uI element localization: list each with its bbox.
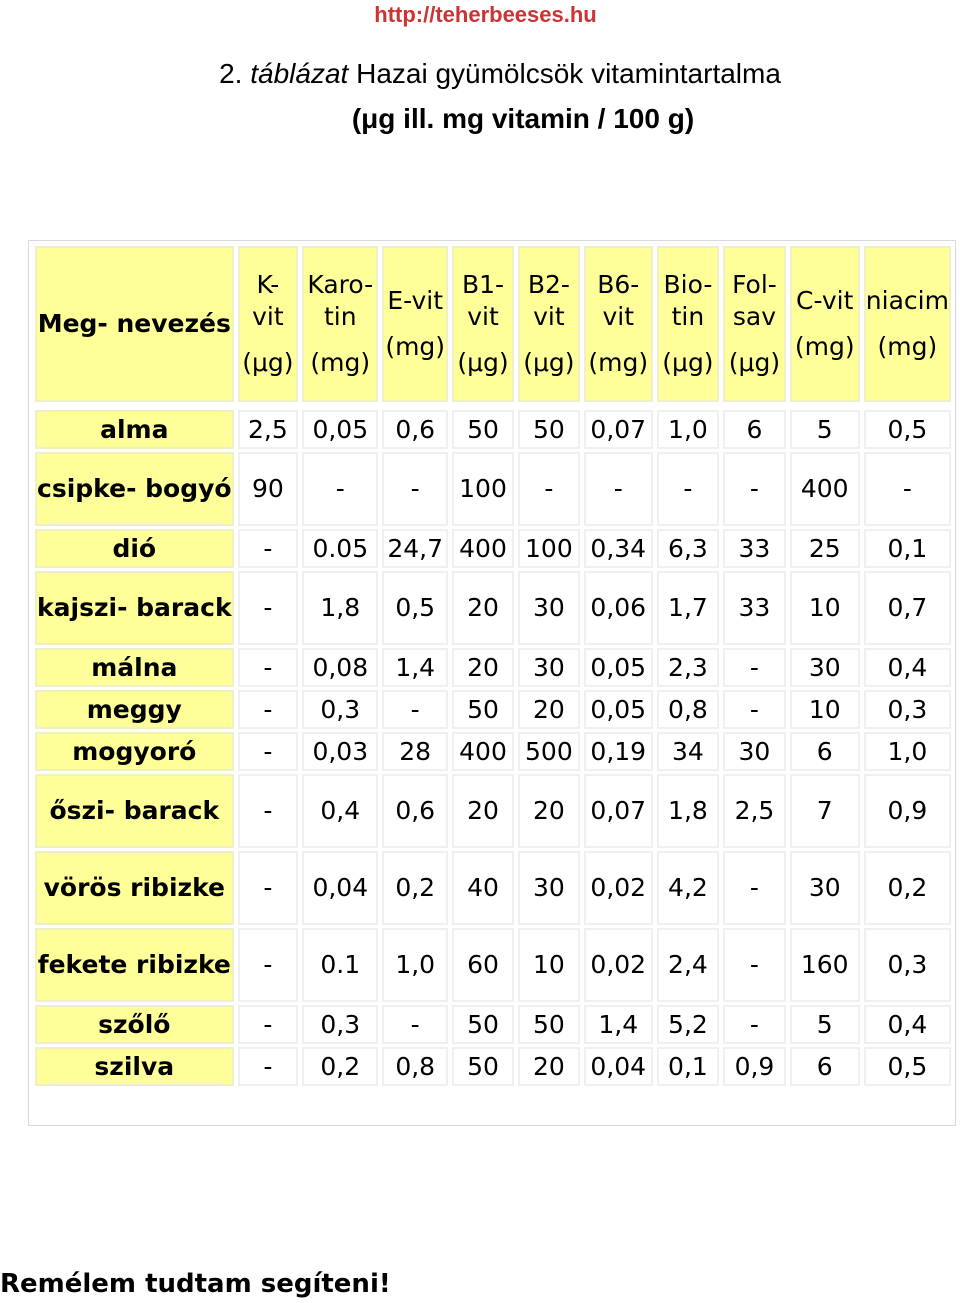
column-header-label: Bio- tin <box>663 270 713 331</box>
table-cell: 100 <box>518 529 580 568</box>
table-cell: 50 <box>518 410 580 449</box>
table-cell: 30 <box>790 851 860 925</box>
row-name: alma <box>35 410 234 449</box>
table-cell: 0,3 <box>302 1005 378 1044</box>
row-name: málna <box>35 648 234 687</box>
column-header-unit: (μg) <box>242 348 294 377</box>
table-cell: 0,3 <box>864 690 951 729</box>
table-cell: 2,3 <box>657 648 720 687</box>
table-cell: - <box>382 690 448 729</box>
table-cell: 0,05 <box>302 410 378 449</box>
table-cell: - <box>238 690 299 729</box>
title-number: 2. <box>219 58 243 89</box>
table-title <box>0 56 960 92</box>
table-cell: 0,34 <box>584 529 653 568</box>
header-row <box>35 246 951 402</box>
table-cell: 1,4 <box>382 648 448 687</box>
table-cell: - <box>238 529 299 568</box>
table-cell: 0,3 <box>302 690 378 729</box>
table-cell: 0,02 <box>584 851 653 925</box>
column-header <box>864 246 951 402</box>
table-body <box>35 246 951 1086</box>
table-cell: 30 <box>723 732 786 771</box>
table-cell: - <box>723 851 786 925</box>
table-cell: - <box>238 648 299 687</box>
table-row <box>35 732 951 771</box>
table-cell: 2,5 <box>238 410 299 449</box>
row-name: őszi- barack <box>35 774 234 848</box>
column-header-unit: (μg) <box>457 348 509 377</box>
column-header-label: B1- vit <box>461 270 505 331</box>
column-header-label: Fol- sav <box>732 270 777 331</box>
column-header-unit: (μg) <box>523 348 575 377</box>
table-cell: - <box>723 648 786 687</box>
column-header-label: Karo- tin <box>307 270 374 331</box>
table-cell: 6,3 <box>657 529 720 568</box>
table-cell: 50 <box>452 410 514 449</box>
table-cell: 50 <box>452 690 514 729</box>
table-cell: 2,4 <box>657 928 720 1002</box>
table-cell: - <box>723 690 786 729</box>
column-header-unit: (mg) <box>310 348 371 377</box>
table-cell: 30 <box>518 851 580 925</box>
table-cell: - <box>238 774 299 848</box>
table-cell: 0,4 <box>864 648 951 687</box>
table-cell: 50 <box>518 1005 580 1044</box>
column-header-unit: (μg) <box>662 348 714 377</box>
table-cell: - <box>238 1047 299 1086</box>
table-row <box>35 1005 951 1044</box>
table-cell: 0,04 <box>584 1047 653 1086</box>
column-header <box>584 246 653 402</box>
column-header-label: B2- vit <box>527 270 570 331</box>
table-cell: - <box>382 1005 448 1044</box>
table-cell: - <box>584 452 653 526</box>
table-cell: 0,4 <box>864 1005 951 1044</box>
table-row <box>35 928 951 1002</box>
table-cell: 90 <box>238 452 299 526</box>
table-cell: 0,1 <box>657 1047 720 1086</box>
table-cell: 6 <box>790 1047 860 1086</box>
table-subtitle: (μg ill. mg vitamin / 100 g) <box>351 103 695 134</box>
column-header-label: niacim <box>865 286 949 315</box>
table-cell: - <box>238 851 299 925</box>
table-cell: 1,0 <box>864 732 951 771</box>
column-header <box>790 246 860 402</box>
table-cell: 5 <box>790 1005 860 1044</box>
table-cell: 0,03 <box>302 732 378 771</box>
table-cell: 34 <box>657 732 720 771</box>
column-header <box>723 246 786 402</box>
table-cell: - <box>238 571 299 645</box>
column-header <box>302 246 378 402</box>
table-cell: 0,6 <box>382 410 448 449</box>
table-cell: 0,9 <box>723 1047 786 1086</box>
table-cell: 50 <box>452 1005 514 1044</box>
table-row <box>35 571 951 645</box>
row-name: vörös ribizke <box>35 851 234 925</box>
table-cell: 400 <box>452 732 514 771</box>
table-cell: 0,1 <box>864 529 951 568</box>
table-cell: 10 <box>518 928 580 1002</box>
table-cell: - <box>864 452 951 526</box>
table-cell: 2,5 <box>723 774 786 848</box>
column-header-label: E-vit <box>387 286 444 315</box>
row-name: kajszi- barack <box>35 571 234 645</box>
table-cell: 1,7 <box>657 571 720 645</box>
column-header-label: C-vit <box>796 286 854 315</box>
column-header <box>657 246 720 402</box>
column-header <box>238 246 299 402</box>
table-cell: 0,7 <box>864 571 951 645</box>
table-row <box>35 452 951 526</box>
table-cell: 0,5 <box>864 410 951 449</box>
table-cell: 5,2 <box>657 1005 720 1044</box>
column-header <box>518 246 580 402</box>
column-header-name: Meg- nevezés <box>35 246 234 402</box>
row-name: szilva <box>35 1047 234 1086</box>
table-cell: - <box>382 452 448 526</box>
table-cell: - <box>723 1005 786 1044</box>
table-cell: 20 <box>518 690 580 729</box>
table-cell: 0,02 <box>584 928 653 1002</box>
table-cell: 0,07 <box>584 774 653 848</box>
table-row <box>35 1047 951 1086</box>
table-cell: 1,8 <box>657 774 720 848</box>
closing-message: Remélem tudtam segíteni! <box>0 1269 391 1299</box>
table-cell: 500 <box>518 732 580 771</box>
table-row <box>35 774 951 848</box>
table-cell: 1,8 <box>302 571 378 645</box>
table-cell: - <box>723 452 786 526</box>
row-name: dió <box>35 529 234 568</box>
table-cell: 0,8 <box>657 690 720 729</box>
table-row <box>35 410 951 449</box>
table-cell: - <box>302 452 378 526</box>
table-cell: 0,05 <box>584 648 653 687</box>
table-cell: 20 <box>518 1047 580 1086</box>
table-cell: 5 <box>790 410 860 449</box>
column-header <box>382 246 448 402</box>
row-name: meggy <box>35 690 234 729</box>
column-header-unit: (mg) <box>794 332 855 361</box>
table-cell: 20 <box>452 571 514 645</box>
table-cell: 30 <box>518 648 580 687</box>
table-cell: 1,0 <box>382 928 448 1002</box>
table-cell: 0.05 <box>302 529 378 568</box>
table-cell: 6 <box>723 410 786 449</box>
table-cell: 40 <box>452 851 514 925</box>
table-cell: 0,4 <box>302 774 378 848</box>
table-cell: 0,6 <box>382 774 448 848</box>
table-cell: - <box>723 928 786 1002</box>
table-cell: 400 <box>452 529 514 568</box>
table-cell: 0,07 <box>584 410 653 449</box>
table-row <box>35 690 951 729</box>
table-cell: 0,06 <box>584 571 653 645</box>
table-cell: 400 <box>790 452 860 526</box>
table-cell: 10 <box>790 571 860 645</box>
table-cell: 0,05 <box>584 690 653 729</box>
table-cell: 0,5 <box>382 571 448 645</box>
table-cell: - <box>238 732 299 771</box>
table-cell: - <box>657 452 720 526</box>
table-cell: 4,2 <box>657 851 720 925</box>
table-cell: 1,0 <box>657 410 720 449</box>
row-name: szőlő <box>35 1005 234 1044</box>
table-cell: 60 <box>452 928 514 1002</box>
table-row <box>35 648 951 687</box>
table-cell: 20 <box>452 774 514 848</box>
table-cell: 25 <box>790 529 860 568</box>
table-cell: 0,19 <box>584 732 653 771</box>
table-cell: - <box>238 1005 299 1044</box>
table-cell: - <box>518 452 580 526</box>
table-cell: 10 <box>790 690 860 729</box>
row-name: fekete ribizke <box>35 928 234 1002</box>
table-cell: 160 <box>790 928 860 1002</box>
row-name: mogyoró <box>35 732 234 771</box>
column-header-unit: (mg) <box>385 332 446 361</box>
table-cell: 7 <box>790 774 860 848</box>
vitamin-table-frame <box>28 240 956 1126</box>
vitamin-table <box>31 243 955 1089</box>
table-cell: 0,2 <box>382 851 448 925</box>
table-cell: 0.1 <box>302 928 378 1002</box>
column-header-label: K- vit <box>252 270 284 331</box>
header-gap <box>35 405 951 407</box>
table-cell: - <box>238 928 299 1002</box>
table-cell: 0,04 <box>302 851 378 925</box>
table-cell: 6 <box>790 732 860 771</box>
column-header-unit: (μg) <box>728 348 781 377</box>
table-cell: 24,7 <box>382 529 448 568</box>
table-row <box>35 529 951 568</box>
table-cell: 28 <box>382 732 448 771</box>
table-cell: 0,2 <box>302 1047 378 1086</box>
table-cell: 50 <box>452 1047 514 1086</box>
table-cell: 1,4 <box>584 1005 653 1044</box>
table-cell: 33 <box>723 529 786 568</box>
table-cell: 33 <box>723 571 786 645</box>
column-header-unit: (mg) <box>877 332 938 361</box>
table-cell: 30 <box>518 571 580 645</box>
table-cell: 0,9 <box>864 774 951 848</box>
table-cell: 0,5 <box>864 1047 951 1086</box>
table-row <box>35 851 951 925</box>
table-cell: 100 <box>452 452 514 526</box>
title-italic-word: táblázat <box>250 58 349 89</box>
title-text: Hazai gyümölcsök vitamintartalma <box>356 58 781 89</box>
table-cell: 20 <box>518 774 580 848</box>
column-header-label: B6- vit <box>597 270 640 331</box>
table-cell: 0,8 <box>382 1047 448 1086</box>
table-cell: 20 <box>452 648 514 687</box>
table-cell: 0,2 <box>864 851 951 925</box>
column-header-unit: (mg) <box>588 348 649 377</box>
column-header <box>452 246 514 402</box>
row-name: csipke- bogyó <box>35 452 234 526</box>
table-cell: 30 <box>790 648 860 687</box>
table-cell: 0,3 <box>864 928 951 1002</box>
source-url[interactable]: http://teherbeeses.hu <box>374 2 597 27</box>
table-cell: 0,08 <box>302 648 378 687</box>
